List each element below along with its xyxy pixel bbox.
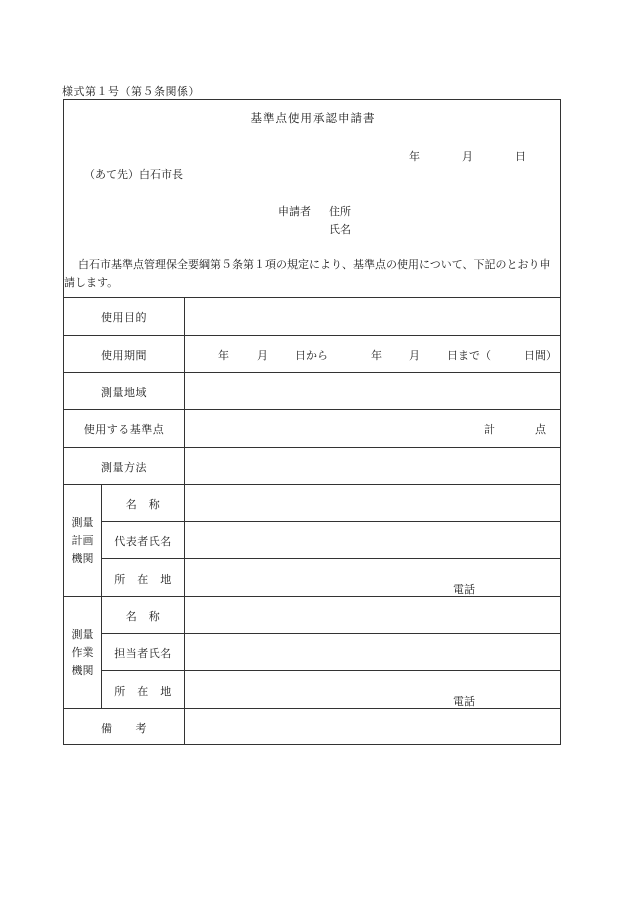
date-year-label: 年 [409,150,420,163]
method-field[interactable] [185,448,560,484]
divider [101,670,560,671]
form-number-label: 様式第１号（第５条関係） [62,85,200,98]
divider [101,633,560,634]
planning-name-label: 名 称 [125,498,161,511]
application-statement: 白石市基準点管理保全要綱第５条第１項の規定により、基準点の使用について、下記のとおり申請します。 [64,258,551,289]
planning-location-label: 所 在 地 [114,573,172,586]
column-divider [101,484,102,708]
points-unit-label: 点 [535,423,546,436]
period-start-month: 月 [257,349,268,362]
period-label: 使用期間 [101,349,147,362]
column-divider [184,297,185,744]
area-field[interactable] [185,373,560,409]
purpose-label: 使用目的 [101,311,147,324]
remarks-field[interactable] [185,709,560,745]
applicant-label: 申請者 [278,205,311,218]
work-manager-label: 担当者氏名 [114,647,172,660]
date-month-label: 月 [462,150,473,163]
period-end-year: 年 [371,349,382,362]
application-form [63,99,561,745]
period-end-month: 月 [409,349,420,362]
area-label: 測量地域 [101,386,147,399]
divider [101,558,560,559]
work-org-label: 測量 作業 機関 [71,628,94,677]
planning-org-label: 測量 計画 機関 [71,516,94,565]
divider [64,484,560,485]
remarks-label: 備 考 [101,722,147,735]
applicant-name-label: 氏名 [329,223,351,236]
period-end-day: 日まで（ [447,349,491,362]
divider [101,521,560,522]
work-name-label: 名 称 [125,610,161,623]
divider [64,596,560,597]
period-start-day: 日から [295,349,328,362]
planning-representative-label: 代表者氏名 [114,535,172,548]
work-phone-label: 電話 [453,695,475,708]
work-location-label: 所 在 地 [114,685,172,698]
date-day-label: 日 [515,150,526,163]
method-label: 測量方法 [101,461,147,474]
period-days: 日間） [524,349,557,362]
addressee: （あて先）白石市長 [84,168,183,181]
divider [64,335,560,336]
divider [64,409,560,410]
planning-phone-label: 電話 [453,583,475,596]
period-start-year: 年 [218,349,229,362]
points-label: 使用する基準点 [83,423,165,436]
applicant-address-label: 住所 [329,205,351,218]
purpose-field[interactable] [185,298,560,335]
form-title: 基準点使用承認申請書 [250,111,376,125]
points-total-label: 計 [484,423,495,436]
